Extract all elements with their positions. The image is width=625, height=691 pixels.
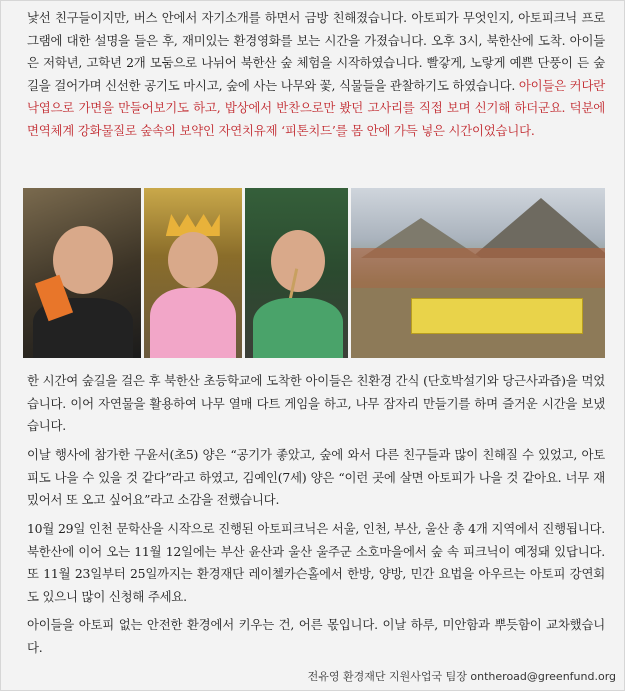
photo-group-with-banner bbox=[351, 188, 605, 358]
photo-boy-drinking-juice bbox=[23, 188, 141, 358]
paragraph-snack-and-games: 한 시간여 숲길을 걸은 후 북한산 초등학교에 도착한 아이들은 친환경 간식 (단호박설기와 당근사과즙)을 먹었습니다. 이어 자연물을 활용하여 나무 열매 다트 게임을 하고, 나무 잠자리 만들기를 하며 즐거운 시간을 보냈습니다. bbox=[27, 373, 605, 433]
highlighted-text: 아이들은 커다란 낙엽으로 가면을 만들어보기도 하고, 밥상에서 반찬으로만 봤던 고사리를 직접 보며 신기해 하더군요. 덕분에 면역체계 강화물질로 숲속의 보약인 자연치유제 ‘피톤치드’를 몸 안에 가득 넣은 시간이었습니다. bbox=[27, 77, 605, 138]
paragraph-text: 낯선 친구들이지만, 버스 안에서 자기소개를 하면서 금방 친해졌습니다. 아토피가 무엇인지, 아토피크닉 프로그램에 대한 설명을 들은 후, 재미있는 환경영화를 보는 시간을 가졌습니다. 오후 3시, 북한산에 도착. 아이들은 저학년, 고학년 2개 모둠으로 나뉘어 북한산 숲 체험을 시작하였습니다. 빨갛게, 노랗게 예쁜 단풍이 든 숲길을 걸어가며 신선한 공기도 마시고, 숲에 사는 나무와 꽃, 식물들을 관찰하기도 하였습니다. bbox=[27, 10, 605, 93]
paragraph-closing: 아이들을 아토피 없는 안전한 환경에서 키우는 건, 어른 몫입니다. 이날 하루, 미안함과 뿌듯함이 교차했습니다. bbox=[27, 617, 605, 655]
paragraph-forest-experience bbox=[27, 7, 605, 142]
photo-strip bbox=[23, 188, 605, 358]
paragraph-upcoming-events: 10월 29일 인천 문학산을 시작으로 진행된 아토피크닉은 서울, 인천, 부산, 울산 총 4개 지역에서 진행됩니다. 북한산에 이어 오는 11월 12일에는 부산 윤산과 울산 울주군 소호마을에서 숲 속 피크닉이 예정돼 있답니다. 또 11월 23일부터 25일까지는 환경재단 레이첼카슨홀에서 한방, 양방, 민간 요법을 아우르는 아토피 강연회도 있으니 많이 신청해 주세요. bbox=[27, 521, 605, 604]
photo-girl-leaf-crown bbox=[144, 188, 242, 358]
author-signature: 전유영 환경재단 지원사업국 팀장 ontheroad@greenfund.org bbox=[307, 670, 616, 683]
paragraph-participant-quotes: 이날 행사에 참가한 구윤서(초5) 양은 “공기가 좋았고, 숲에 와서 다른 친구들과 많이 친해질 수 있었고, 아토피도 나을 수 있을 것 같다”라고 하였고, 김예인(7세) 양은 “이런 곳에 살면 아토피가 나을 것 같아요. 너무 재밌어서 또 오고 싶어요”라고 소감을 전했습니다. bbox=[27, 447, 605, 507]
photo-boy-with-twig bbox=[245, 188, 349, 358]
